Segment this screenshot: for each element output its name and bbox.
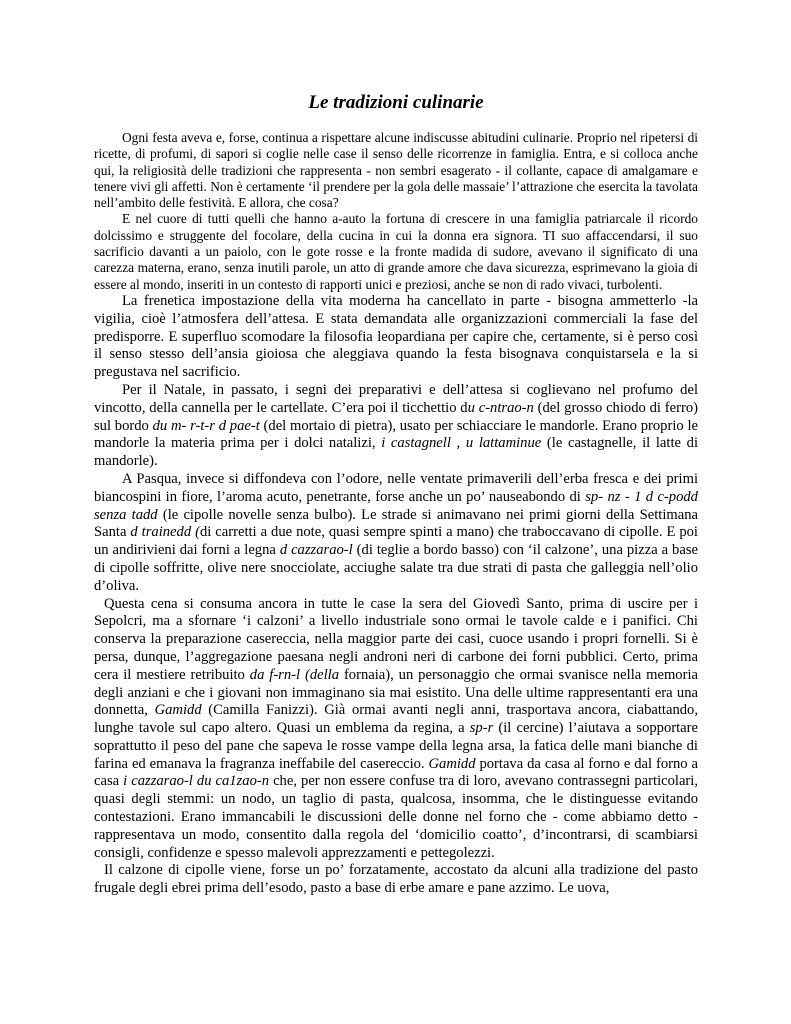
- dialect-term: d cazzarao-l: [279, 542, 353, 559]
- document-page: [94, 84, 698, 898]
- paragraph-6-text: (Camilla Fanizzi). Già ormai avanti negli anni, trasportava ancora, ciabattando, lunghe tavole sul capo altero. Quasi un emblema da regina, a: [94, 702, 698, 737]
- paragraph-2: E nel cuore di tutti quelli che hanno a-auto la fortuna di crescere in una famiglia patriarcale il ricordo dolcissimo e struggente del focolare, della cucina in cui la donna era signora. TI suo affaccendarsi, il suo sacrificio davanti a un paiolo, con le gote rosse e la fronte madida di sudore, avevano il significato di una carezza materna, erano, senza inutili parole, un atto di grande amore che dava sicurezza, esprimevano la gioia di essere al mondo, inseriti in un contesto di rapporti unici e preziosi, anche se non di rado vivaci, turbolenti.: [94, 211, 698, 292]
- dialect-term: du m- r-t-r d pae-t: [152, 417, 260, 434]
- dialect-term: Gamidd: [154, 702, 202, 719]
- dialect-term: sp-r: [469, 720, 494, 737]
- paragraph-6-text: (il cercine) l’aiutava a sopportare soprattutto il peso del pane che sapeva le rosse vampe della legna arsa, la fatica delle mani bianche di farina ed emanava la fragranza ineffabile del casereccio.: [94, 720, 698, 772]
- paragraph-4-text: (del mortaio di pietra), usato per schiacciare le mandorle. Erano proprio le mandorle la materia prima per i dolci natalizi,: [94, 417, 698, 452]
- paragraph-4-text: (del grosso chiodo di ferro) sul bordo: [94, 399, 698, 434]
- paragraph-6: [94, 596, 698, 863]
- paragraph-6-text: fornaia), un personaggio che ormai svanisce nella memoria degli anziani e che i giovani non immaginano sia mai esistito. Una delle ultime rappresentanti era una donnetta,: [94, 666, 698, 719]
- dialect-term: u c-ntrao-n: [467, 399, 534, 416]
- paragraph-6-text: portava da casa al forno e dal forno a casa: [94, 755, 698, 790]
- dialect-term: d trainedd (: [130, 524, 200, 541]
- paragraph-4-text: (le castagnelle, il latte di mandorle).: [94, 435, 698, 470]
- paragraph-6-text: Questa cena si consuma ancora in tutte le case la sera del Giovedì Santo, prima di uscire per i Sepolcri, ma a sfornare ‘i calzoni’ a livello industriale sono ormai le tavole calde e i panifici. Chi conserva la preparazione casereccia, nella maggior parte dei casi, cuoce usando i propri fornelli. Si è persa, dunque, l’aggregazione paesana negli androni neri di carbone dei forni pubblici. Certo, prima cera il mestiere retribuito: [94, 595, 698, 683]
- paragraph-7: Il calzone di cipolle viene, forse un po’ forzatamente, accostato da alcuni alla tradizione del pasto frugale degli ebrei prima dell’esodo, pasto a base di erbe amare e pane azzimo. Le uova,: [94, 862, 698, 897]
- paragraph-5-text: (le cipolle novelle senza bulbo). Le strade si animavano nei primi giorni della Settimana Santa: [94, 506, 698, 541]
- page-title: Le tradizioni culinarie: [308, 92, 484, 113]
- paragraph-5-text: (di teglie a bordo basso) con ‘il calzone’, una pizza a base di cipolle soffritte, olive nere snocciolate, acciughe salate tra due strati di pasta che galleggia nell’olio d’oliva.: [94, 542, 698, 594]
- paragraph-5-text: A Pasqua, invece si diffondeva con l’odore, nelle ventate primaverili dell’erba fresca e dei primi biancospini in fiore, l’aroma acuto, penetrante, forse anche un po’ nauseabondo di: [94, 470, 698, 505]
- dialect-term: i castagnell , u lattaminue: [381, 435, 542, 452]
- paragraph-1: Ogni festa aveva e, forse, continua a rispettare alcune indiscusse abitudini culinarie. Proprio nel ripetersi di ricette, di profumi, di sapori si coglie nelle case il senso delle ricorrenze in famiglia. Entra, e si colloca anche qui, la religiosità delle tradizioni che rappresenta - non sembri esagerato - il collante, capace di amalgamare e tenere vivi gli affetti. Non è certamente ‘il prendere per la gola delle massaie’ l’attrazione che esercita la tavolata nell’ambito delle festività. E allora, che cosa?: [94, 130, 698, 211]
- paragraph-5: [94, 471, 698, 596]
- paragraph-4: [94, 382, 698, 471]
- dialect-term: sp- nz - 1 d c-podd senza tadd: [94, 488, 698, 523]
- paragraph-5-text: di carretti a due note, quasi sempre spinti a mano) che traboccavano di cipolle. E poi un andirivieni dai forni a legna: [94, 524, 698, 559]
- paragraph-4-text: Per il Natale, in passato, i segni dei preparativi e dell’attesa si coglievano nel profumo del vincotto, della cannella per le cartellate. C’era poi il ticchettio d: [94, 381, 698, 416]
- dialect-term: da f-rn-l (della: [249, 666, 340, 683]
- dialect-term: i cazzarao-l du ca1zao-n: [123, 773, 270, 790]
- dialect-term: Gamidd: [428, 755, 476, 772]
- paragraph-6-text: che, per non essere confuse tra di loro, avevano contrassegni particolari, quasi degli stemmi: un nodo, un taglio di pasta, qualcosa, insomma, che le distinguesse evitando contestazioni. Erano immancabili le discussioni delle donne nel forno che - come abbiamo detto - rappresentava un modo, consentito dalla regola del ‘domicilio coatto’, d’incontrarsi, di scambiarsi consigli, confidenze e spesso malevoli apprezzamenti e pettegolezzi.: [94, 773, 698, 861]
- paragraph-3: La frenetica impostazione della vita moderna ha cancellato in parte - bisogna ammetterlo -la vigilia, cioè l’atmosfera dell’attesa. E stata demandata alle organizzazioni commerciali la fase del predisporre. E superfluo scomodare la filosofia leopardiana per capire che, certamente, si è perso così il senso stesso dell’ansia gioiosa che aleggiava quando la festa bisognava conquistarsela e la si pregustava nel sacrificio.: [94, 292, 698, 381]
